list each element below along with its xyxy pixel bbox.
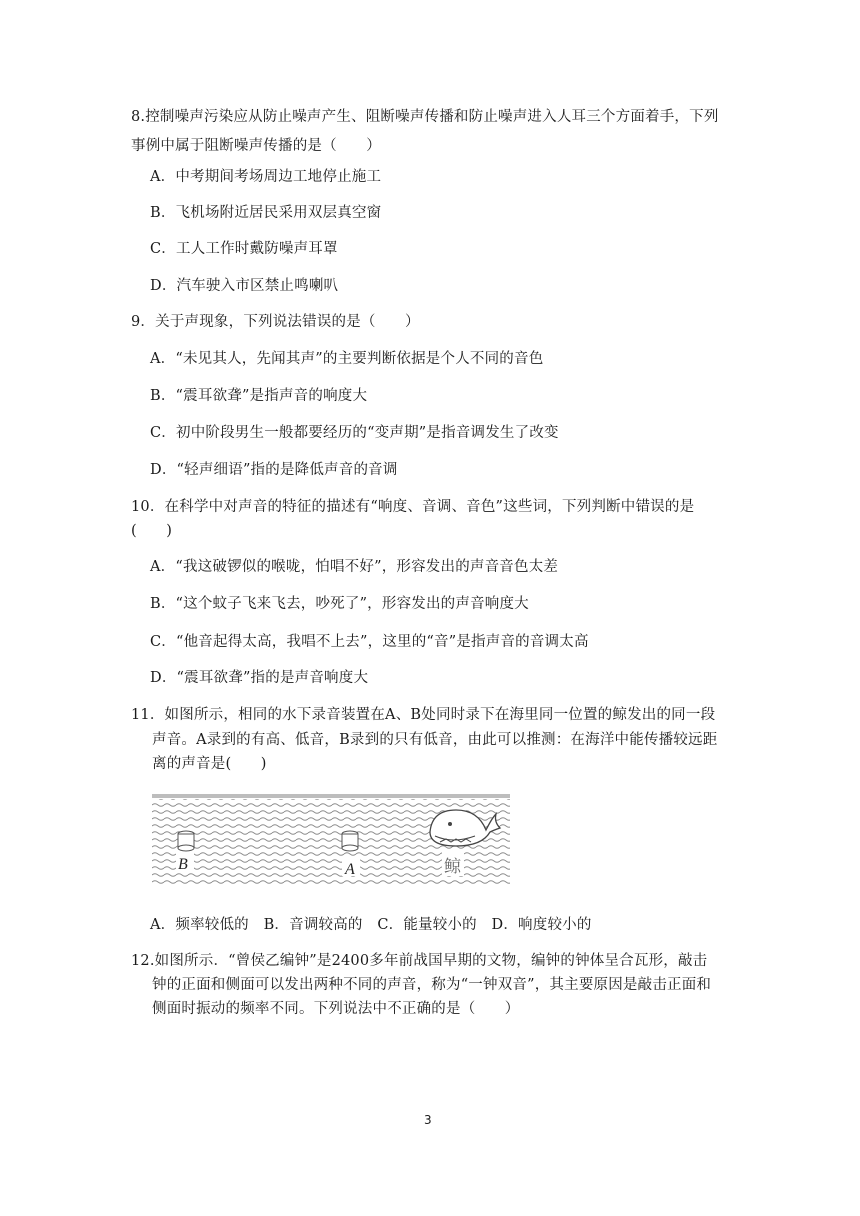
q8-option-b: B．飞机场附近居民采用双层真空窗 <box>150 205 382 221</box>
q10-stem-line1: 10．在科学中对声音的特征的描述有“响度、音调、音色”这些词，下列判断中错误的是 <box>131 499 695 515</box>
recorder-b-icon <box>178 831 194 851</box>
q8-option-a: A．中考期间考场周边工地停止施工 <box>150 169 382 185</box>
q12-stem-line1: 12.如图所示．“曾侯乙编钟”是2400多年前战国早期的文物，编钟的钟体呈合瓦形，敲击 <box>131 953 708 969</box>
water-surface <box>152 794 510 798</box>
q9-stem: 9．关于声现象，下列说法错误的是（ ） <box>131 314 420 330</box>
q12-stem-line3: 侧面时振动的频率不同。下列说法中不正确的是（ ） <box>152 1001 520 1017</box>
underwater-recorders-figure <box>152 794 512 888</box>
q8-stem-line2: 事例中属于阻断噪声传播的是（ ） <box>131 138 381 154</box>
q11-stem-line2: 声音。A录到的有高、低音，B录到的只有低音，由此可以推测：在海洋中能传播较远距 <box>152 732 718 748</box>
q9-option-c: C．初中阶段男生一般都要经历的“变声期”是指音调发生了改变 <box>150 425 559 441</box>
q11-stem-line3: 离的声音是( ) <box>152 756 267 772</box>
page-number: 3 <box>424 1113 432 1127</box>
recorder-a-icon <box>342 831 358 851</box>
q9-option-d: D．“轻声细语”指的是降低声音的音调 <box>150 462 398 478</box>
q10-option-d: D．“震耳欲聋”指的是声音响度大 <box>150 670 369 686</box>
q10-option-c: C．“他音起得太高，我唱不上去”，这里的“音”是指声音的音调太高 <box>150 634 589 650</box>
q10-option-a: A．“我这破锣似的喉咙，怕唱不好”，形容发出的声音音色太差 <box>150 559 559 575</box>
q8-option-c: C．工人工作时戴防噪声耳罩 <box>150 241 338 257</box>
q11-options: A．频率较低的 B．音调较高的 C．能量较小的 D．响度较小的 <box>150 917 592 933</box>
q12-stem-line2: 钟的正面和侧面可以发出两种不同的声音，称为“一钟双音”，其主要原因是敲击正面和 <box>152 977 712 993</box>
label-b: B <box>178 856 188 873</box>
label-a: A <box>345 861 355 878</box>
label-whale: 鲸 <box>444 857 461 877</box>
q10-stem-line2: ( ) <box>131 523 173 539</box>
q8-stem-line1: 8.控制噪声污染应从防止噪声产生、阻断噪声传播和防止噪声进入人耳三个方面着手，下列 <box>131 109 719 125</box>
q9-option-a: A．“未见其人，先闻其声”的主要判断依据是个人不同的音色 <box>150 351 544 367</box>
q10-option-b: B．“这个蚊子飞来飞去，吵死了”，形容发出的声音响度大 <box>150 596 529 612</box>
q11-stem-line1: 11．如图所示，相同的水下录音装置在A、B处同时录下在海里同一位置的鲸发出的同一段 <box>131 707 716 723</box>
q8-option-d: D．汽车驶入市区禁止鸣喇叭 <box>150 278 339 294</box>
q9-option-b: B．“震耳欲聋”是指声音的响度大 <box>150 388 368 404</box>
